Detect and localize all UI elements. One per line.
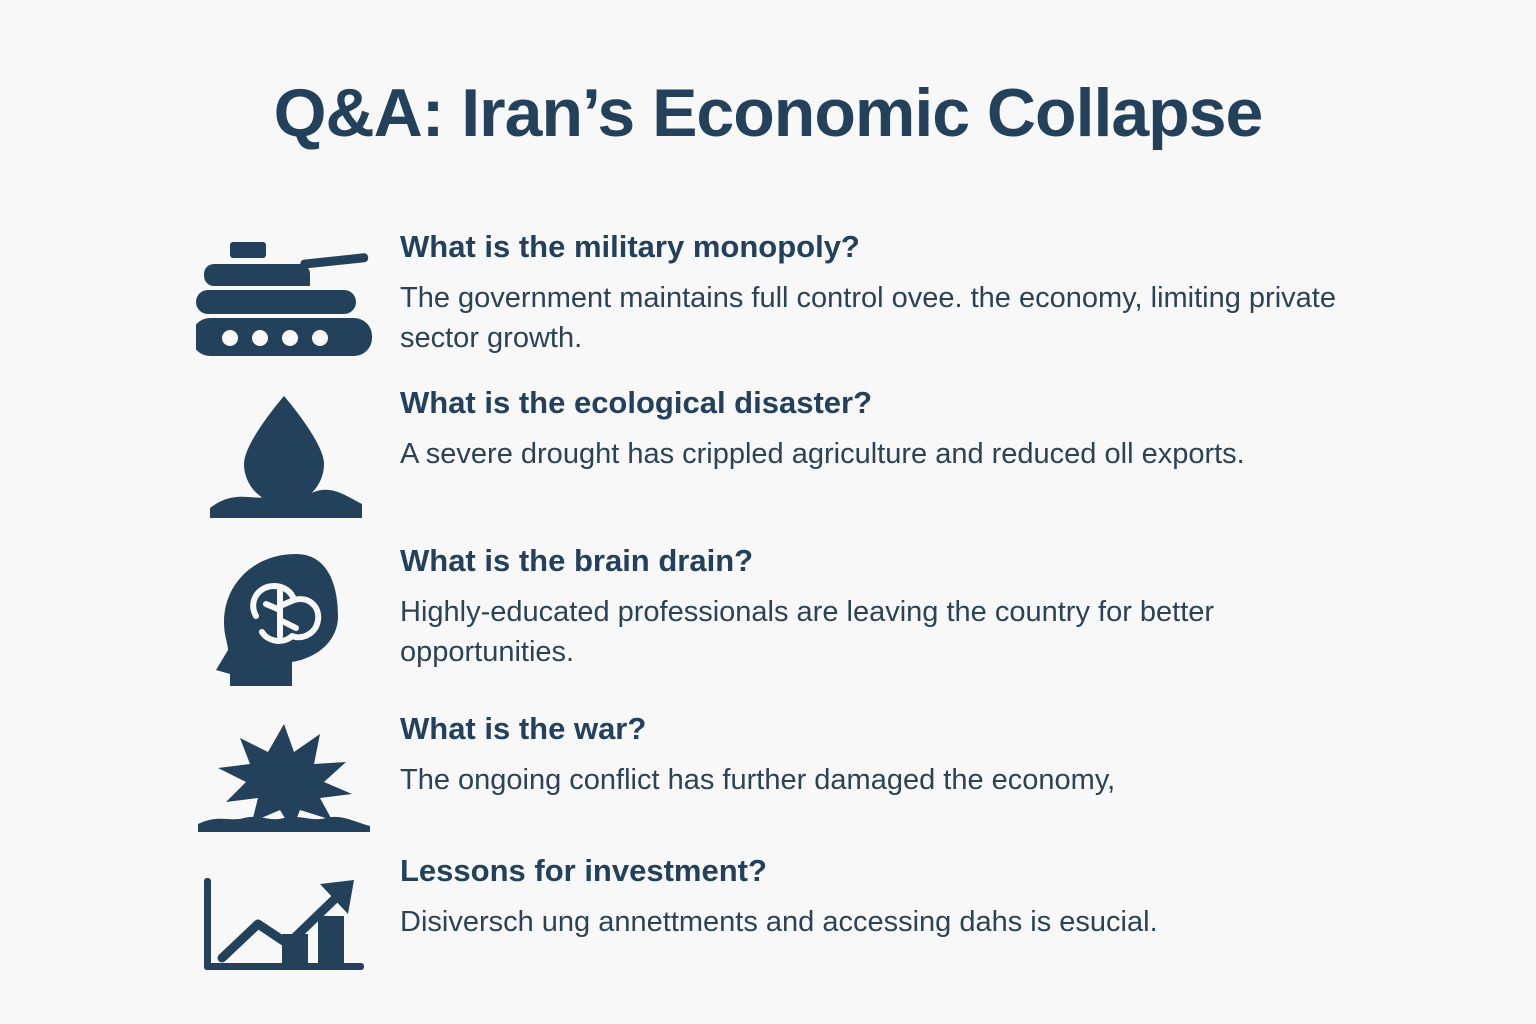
question-label: What is the war?: [400, 711, 647, 746]
qa-text: [400, 228, 1398, 358]
question-label: What is the ecological disaster?: [400, 385, 873, 420]
water-drop-drought-icon: [168, 386, 400, 522]
tank-icon: [168, 228, 400, 364]
page-title: Q&A: Iran’s Economic Collapse: [273, 75, 1263, 151]
explosion-icon: [168, 712, 400, 832]
answer-label: The ongoing conflict has further damaged the economy,: [400, 764, 1116, 797]
answer-label: Disiversch ung annettments and accessing dahs is esucial.: [400, 906, 1158, 939]
question-label: What is the military monopoly?: [400, 229, 860, 264]
qa-text: [400, 854, 1398, 942]
answer-label: Highly-educated professionals are leaving the country for better opportunities.: [400, 596, 1215, 669]
question-label: What is the brain drain?: [400, 543, 754, 578]
qa-text: [400, 544, 1398, 672]
answer-label: The government maintains full control ovee. the economy, limiting private sector growth.: [400, 282, 1336, 355]
answer-label: A severe drought has crippled agriculture and reduced oll exports.: [400, 438, 1245, 471]
qa-item: [168, 544, 1398, 690]
head-brain-icon: [168, 544, 400, 690]
growth-chart-icon: [168, 854, 400, 982]
qa-list: [168, 228, 1398, 1004]
qa-item: [168, 854, 1398, 982]
qa-item: [168, 386, 1398, 522]
question-label: Lessons for investment?: [400, 853, 767, 888]
qa-item: [168, 712, 1398, 832]
qa-item: [168, 228, 1398, 364]
qa-text: [400, 712, 1398, 800]
qa-text: [400, 386, 1398, 474]
